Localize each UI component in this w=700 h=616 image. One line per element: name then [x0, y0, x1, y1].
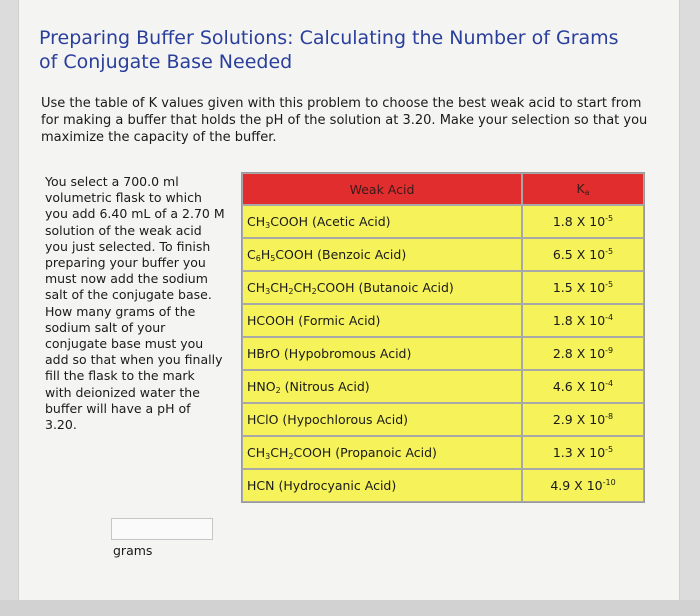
ka-value-cell	[522, 304, 644, 337]
ka-exponent: -5	[605, 213, 614, 223]
acid-name: (Hydrocyanic Acid)	[274, 478, 397, 493]
ka-mantissa: 1.3 X 10	[552, 445, 606, 461]
table-row	[242, 337, 644, 370]
ka-mantissa: 1.8 X 10	[552, 214, 606, 230]
ka-exponent: -4	[605, 378, 614, 388]
ka-value-cell	[522, 403, 644, 436]
formula-subscript: 2	[288, 286, 294, 296]
table-row	[242, 469, 644, 502]
table-row	[242, 304, 644, 337]
ka-exponent: -9	[605, 345, 614, 355]
weak-acid-cell	[242, 469, 522, 502]
answer-units: grams	[113, 543, 153, 558]
formula-part: HBrO	[247, 346, 280, 361]
ka-mantissa: 2.8 X 10	[552, 346, 606, 362]
formula-subscript: 3	[265, 451, 271, 461]
ka-table-body	[242, 205, 644, 502]
weak-acid-cell	[242, 271, 522, 304]
problem-intro: Use the table of K values given with this problem to choose the best weak acid to start from for making a buffer that holds the pH of the solution at 3.20. Make your selection so that you maximize the capacity of the buffer.	[41, 96, 648, 145]
formula-part: COOH	[275, 246, 314, 262]
formula-part: C	[247, 246, 256, 262]
acid-name: (Butanoic Acid)	[354, 279, 454, 295]
problem-question: You select a 700.0 ml volumetric flask to which you add 6.40 mL of a 2.70 M solution of the weak acid you just selected. To finish preparing your buffer you must now add the sodium salt of the conjugate base. How many grams of the sodium salt of your conjugate base must you add so that when you finally fill the flask to the mark with deionized water the buffer will have a pH of 3.20.	[45, 174, 225, 433]
formula-subscript: 3	[265, 220, 271, 230]
problem-title: Preparing Buffer Solutions: Calculating the Number of Grams of Conjugate Base Needed	[39, 27, 619, 73]
ka-value-cell	[522, 271, 644, 304]
bottom-bar	[0, 600, 700, 616]
ka-mantissa: 1.8 X 10	[552, 313, 606, 329]
acid-name: (Formic Acid)	[294, 313, 381, 328]
ka-mantissa: 1.5 X 10	[552, 280, 606, 296]
formula-part: HCN	[247, 478, 275, 493]
ka-exponent: -10	[602, 477, 616, 487]
weak-acid-cell	[242, 436, 522, 469]
formula-part: CH	[247, 279, 266, 295]
formula-subscript: 2	[288, 451, 294, 461]
acid-name: (Hypochlorous Acid)	[278, 412, 409, 427]
formula-subscript: 3	[265, 286, 271, 296]
weak-acid-cell	[242, 238, 522, 271]
table-row	[242, 205, 644, 238]
weak-acid-cell	[242, 403, 522, 436]
ka-mantissa: 4.9 X 10	[550, 478, 603, 494]
formula-subscript: 2	[275, 385, 281, 395]
table-row	[242, 370, 644, 403]
ka-exponent: -5	[605, 279, 614, 289]
weak-acid-cell	[242, 205, 522, 238]
weak-acid-cell	[242, 370, 522, 403]
acid-name: (Hypobromous Acid)	[279, 346, 412, 361]
acid-name: (Propanoic Acid)	[331, 444, 437, 460]
formula-part: CH	[293, 279, 312, 295]
ka-value-cell	[522, 436, 644, 469]
formula-part: CH	[247, 213, 266, 229]
formula-part: CH	[247, 444, 266, 460]
problem-page	[18, 0, 680, 600]
ka-table-header-row	[242, 173, 644, 205]
formula-part: HCOOH	[247, 313, 295, 328]
table-row	[242, 238, 644, 271]
ka-header-subscript: a	[584, 188, 590, 197]
ka-mantissa: 6.5 X 10	[552, 247, 606, 263]
weak-acid-cell	[242, 304, 522, 337]
formula-part: HNO	[247, 378, 276, 394]
ka-table	[241, 172, 645, 503]
table-row	[242, 271, 644, 304]
acid-name: (Acetic Acid)	[308, 213, 391, 229]
ka-header-letter: K	[576, 181, 585, 196]
acid-name: (Benzoic Acid)	[313, 246, 407, 262]
formula-part: COOH	[270, 213, 309, 229]
acid-name: (Nitrous Acid)	[280, 378, 370, 394]
table-row	[242, 436, 644, 469]
weak-acid-cell	[242, 337, 522, 370]
ka-exponent: -5	[605, 444, 614, 454]
formula-subscript: 6	[255, 253, 261, 263]
ka-value-cell	[522, 370, 644, 403]
weak-acid-header: Weak Acid	[242, 173, 522, 205]
formula-part: COOH	[316, 279, 355, 295]
formula-part: H	[260, 246, 271, 262]
ka-exponent: -4	[605, 312, 614, 322]
formula-subscript: 2	[311, 286, 317, 296]
formula-part: HClO	[247, 412, 279, 427]
formula-part: CH	[270, 444, 289, 460]
ka-exponent: -5	[605, 246, 614, 256]
formula-part: CH	[270, 279, 289, 295]
ka-mantissa: 2.9 X 10	[552, 412, 606, 428]
formula-part: COOH	[293, 444, 332, 460]
ka-header	[522, 173, 644, 205]
ka-mantissa: 4.6 X 10	[552, 379, 606, 395]
ka-exponent: -8	[605, 411, 614, 421]
ka-value-cell	[522, 469, 644, 502]
ka-value-cell	[522, 238, 644, 271]
answer-input[interactable]	[111, 518, 213, 540]
ka-value-cell	[522, 205, 644, 238]
formula-subscript: 5	[270, 253, 276, 263]
ka-value-cell	[522, 337, 644, 370]
table-row	[242, 403, 644, 436]
